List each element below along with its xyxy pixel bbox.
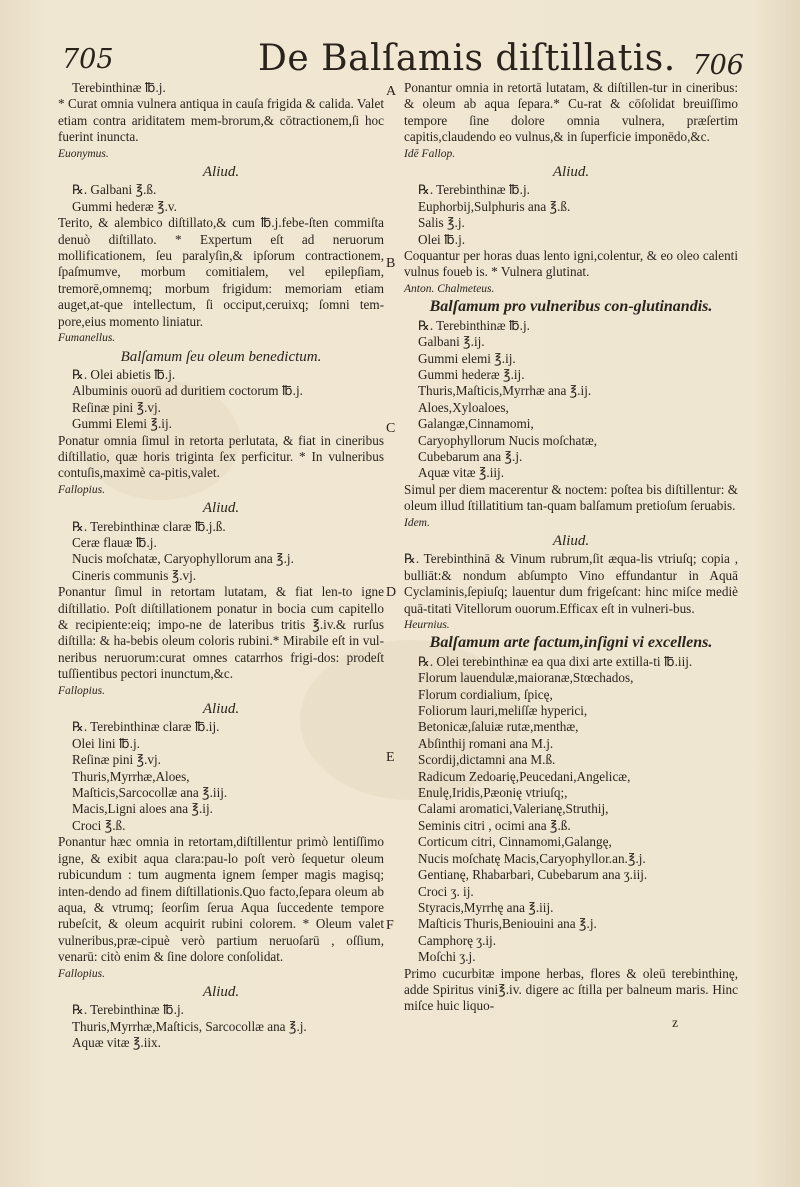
recipe-ingredient: Gummi elemi ℥.ij. xyxy=(418,350,516,366)
margin-letter: F xyxy=(386,918,394,933)
author-citation: Fallopius. xyxy=(58,483,105,496)
recipe-ingredient: Salis ℥.j. xyxy=(418,215,465,231)
running-title: De Balſamis diſtillatis. xyxy=(258,38,676,79)
recipe-ingredient: Gummi hederæ ℥.v. xyxy=(72,198,177,214)
section-heading: Balſamum arte factum,inſigni vi excellens. xyxy=(429,634,713,652)
recipe-ingredient: Nucis moſchatæ, Caryophyllorum ana ℥.j. xyxy=(72,551,294,567)
section-heading: Balſamum pro vulneribus con-glutinandis. xyxy=(429,298,713,316)
author-citation: Anton. Chalmeteus. xyxy=(404,282,495,295)
author-citation: Fallopius. xyxy=(58,967,105,980)
recipe-ingredient: Thuris,Myrrhæ,Aloes, xyxy=(72,768,190,784)
page-number-left: 705 xyxy=(62,44,114,75)
section-heading: Aliud. xyxy=(202,701,240,718)
recipe-ingredient: ℞. Olei terebinthinæ ea qua dixi arte extilla-ti ℔.iij. xyxy=(418,653,693,669)
section-heading: Aliud. xyxy=(552,164,590,181)
section-heading: Aliud. xyxy=(202,500,240,517)
body-paragraph: Primo cucurbitæ impone herbas, flores & oleū terebinthinę, adde Spiritus vini℥.iv. digere ac ſtilla per balneum maris. Hinc miſce huic liquo- xyxy=(404,965,738,1014)
section-heading: Balſamum ſeu oleum benedictum. xyxy=(120,348,322,365)
recipe-ingredient: Caryophyllorum Nucis moſchatæ, xyxy=(418,432,598,448)
body-paragraph: Ponatur omnia ſimul in retorta perlutata, & fiat in cineribus diſtillatio, quæ horis triginta ſex perficitur. * In vulneribus contuſis,maximè ca-pitis,valet. xyxy=(58,432,384,481)
body-paragraph: ℞. Terebinthinā & Vinum rubrum,ſit æqua-lis vtriuſq; copia , bulliāt:& nondum abſumpto Vino effundantur in Aquā Cyclaminis,ſepiuſq; lauentur dum frigeſcant: hinc miſce mediè quā-titati Vitellorum ouorum.Efficax eſt in vulneri-bus. xyxy=(404,551,738,616)
recipe-ingredient: Euphorbij,Sulphuris ana ℥.ß. xyxy=(418,198,571,214)
margin-letter: A xyxy=(386,84,397,99)
right-column xyxy=(404,80,738,1031)
recipe-ingredient: Croci ℥.ß. xyxy=(72,817,126,833)
author-citation: Fallopius. xyxy=(58,684,105,697)
recipe-ingredient: ℞. Terebinthinæ claræ ℔.j.ß. xyxy=(72,518,226,534)
recipe-ingredient: Radicum Zedoarię,Peucedani,Angelicæ, xyxy=(418,768,631,784)
recipe-ingredient: Cubebarum ana ℥.j. xyxy=(418,448,523,464)
recipe-ingredient: Terebinthinæ ℔.j. xyxy=(72,80,166,95)
recipe-ingredient: ℞. Olei abietis ℔.j. xyxy=(72,366,176,382)
recipe-ingredient: Scordij,dictamni ana M.ß. xyxy=(418,752,556,768)
margin-letter: D xyxy=(386,585,397,600)
recipe-ingredient: Maſticis Thuris,Beniouini ana ℥.j. xyxy=(418,916,597,932)
page-number-right: 706 xyxy=(692,50,744,81)
recipe-ingredient: Thuris,Maſticis,Myrrhæ ana ℥.ij. xyxy=(418,383,592,399)
author-citation: Euonymus. xyxy=(58,147,109,160)
recipe-ingredient: Olei ℔.j. xyxy=(418,231,466,247)
recipe-ingredient: Aquæ vitæ ℥.iix. xyxy=(72,1035,161,1051)
recipe-ingredient: Olei lini ℔.j. xyxy=(72,735,140,751)
recipe-ingredient: Aquæ vitæ ℥.iij. xyxy=(418,465,505,481)
section-heading: Aliud. xyxy=(202,983,240,1000)
recipe-ingredient: Gentianę, Rhabarbari, Cubebarum ana ʒ.iij. xyxy=(418,867,648,883)
recipe-ingredient: Styracis,Myrrhę ana ℥.iij. xyxy=(418,899,554,915)
recipe-ingredient: ℞. Terebinthinæ ℔.j. xyxy=(418,317,530,333)
catchword: z xyxy=(672,1014,678,1030)
body-paragraph: Ponantur ſimul in retortam lutatam, & fiat len-to igne diſtillatio. Poſt diſtillationem ponatur in bocia cum capitello & recipiente:eiq; impo-ne de lateribus tritis ℥.iv.& rurſus diſtilla: & ha-bebis oleum coloris rubini.* Mirabile eſt in vul-neribus neruorum:curat omnes catarrhos frigi-dos: prodeſt tuſſientibus pectori inunctum,&c. xyxy=(58,584,384,682)
recipe-ingredient: Nucis moſchatę Macis,Caryophyllor.an.℥.j. xyxy=(418,850,646,866)
recipe-ingredient: Albuminis ouorū ad duritiem coctorum ℔.j. xyxy=(72,383,303,399)
left-column xyxy=(58,80,384,1052)
recipe-ingredient: Camphorę ʒ.ij. xyxy=(418,932,497,948)
recipe-ingredient: ℞. Terebinthinæ ℔.j. xyxy=(418,182,530,198)
recipe-ingredient: Seminis citri , ocimi ana ℥.ß. xyxy=(418,817,571,833)
recipe-ingredient: Reſinæ pini ℥.vj. xyxy=(72,752,161,768)
recipe-ingredient: Croci ʒ. ij. xyxy=(418,883,474,899)
author-citation: Heurnius. xyxy=(404,619,450,631)
body-paragraph: Ponantur hæc omnia in retortam,diſtillentur primò lentiſſimo igne, & exibit aqua clara:pau-lo poſt verò ſequetur oleum rubicundum : tum augmenta ignem ſemper magis magisq; inten-dendo ad finem diſtillationis.Quo facto,ſepara oleum ab aqua, & vtrumq; ſeorſim ſerua Aqua ſuccedente tempore rubeſcit, & oleum acquirit rubini colorem. * Oleum valet vulneribus,præ-cipuè verò partium neruoſarū , oſſium, venarū: citò enim & ſine dolore conſolidat. xyxy=(58,834,384,965)
recipe-ingredient: ℞. Galbani ℥.ß. xyxy=(72,182,157,198)
recipe-ingredient: Reſinæ pini ℥.vj. xyxy=(72,399,161,415)
recipe-ingredient: Aloes,Xyloaloes, xyxy=(418,399,509,415)
recipe-ingredient: Cineris communis ℥.vj. xyxy=(72,567,197,583)
recipe-ingredient: Ceræ flauæ ℔.j. xyxy=(72,534,157,550)
author-citation: Idem. xyxy=(404,516,430,529)
recipe-ingredient: Gummi hederæ ℥.ij. xyxy=(418,366,525,382)
recipe-ingredient: Moſchi ʒ.j. xyxy=(418,949,476,965)
recipe-ingredient: Foliorum lauri,meliſſæ hyperici, xyxy=(418,703,588,719)
margin-letter: B xyxy=(386,256,396,271)
margin-letter: C xyxy=(386,421,396,436)
author-citation: Idē Fallop. xyxy=(404,147,456,160)
recipe-ingredient: ℞. Terebinthinæ ℔.j. xyxy=(72,1002,184,1018)
recipe-ingredient: Florum cordialium, ſpicę, xyxy=(418,686,553,702)
recipe-ingredient: Macis,Ligni aloes ana ℥.ij. xyxy=(72,801,213,817)
author-citation: Fumanellus. xyxy=(58,332,116,345)
recipe-ingredient: Galangæ,Cinnamomi, xyxy=(418,416,534,432)
recipe-ingredient: Galbani ℥.ij. xyxy=(418,334,485,350)
body-paragraph: * Curat omnia vulnera antiqua in cauſa frigida & calida. Valet etiam contra ariditatem mem-brorum,& cōtractionem,ſi hoc fuerint inuncta. xyxy=(58,96,384,145)
section-heading: Aliud. xyxy=(202,164,240,181)
recipe-ingredient: Betonicæ,ſaluiæ rutæ,menthæ, xyxy=(418,719,579,735)
recipe-ingredient: Gummi Elemi ℥.ij. xyxy=(72,416,172,432)
recipe-ingredient: Florum lauendulæ,maioranæ,Stœchados, xyxy=(418,670,634,686)
section-heading: Aliud. xyxy=(552,532,590,549)
recipe-ingredient: Corticum citri, Cinnamomi,Galangę, xyxy=(418,834,612,850)
body-paragraph: Terito, & alembico diſtillato,& cum ℔.j.febe-ſten commiſta denuò diſtillato. * Expertum eſt ad neruorum mollificationem, ſeu paralyſin,& ipſorum contractionem, ſpaſmumve, morbum comitialem, vel epilepſiam, tremorē,omnemq; morbum frigidum: memoriam etiam auget,at-que intellectum, ſi occiput,ceruixq; ſomni tem-pore,eius momento liniatur. xyxy=(58,215,384,329)
recipe-ingredient: Calami aromatici,Valerianę,Struthij, xyxy=(418,801,609,817)
recipe-ingredient: Thuris,Myrrhæ,Maſticis, Sarcocollæ ana ℥.j. xyxy=(72,1018,307,1034)
body-paragraph: Ponantur omnia in retortā lutatam, & diſtillen-tur in cineribus: & oleum ab aqua ſepara.* Cu-rat & cōſolidat breuiſſimo tempore ſine dolore omnia vulnera, præſertim capitis,claudendo eo vulnus,& in ſuperficie imponēdo,&c. xyxy=(404,80,738,145)
recipe-ingredient: Maſticis,Sarcocollæ ana ℥.iij. xyxy=(72,785,228,801)
page-header xyxy=(0,36,800,84)
recipe-ingredient: ℞. Terebinthinæ claræ ℔.ij. xyxy=(72,719,220,735)
recipe-ingredient: Abſinthij romani ana M.j. xyxy=(418,735,554,751)
body-paragraph: Simul per diem macerentur & noctem: poſtea bis diſtillentur: & oleum illud ſtillatitium tan-quam balſamum pretioſum ſeruabis. xyxy=(404,481,738,514)
margin-letter: E xyxy=(386,750,395,765)
body-paragraph: Coquantur per horas duas lento igni,colentur, & eo oleo calenti vulnus foueb is. * Vulnera glutinat. xyxy=(404,248,738,280)
recipe-ingredient: Enulę,Iridis,Pæonię vtriuſq;, xyxy=(418,785,568,801)
